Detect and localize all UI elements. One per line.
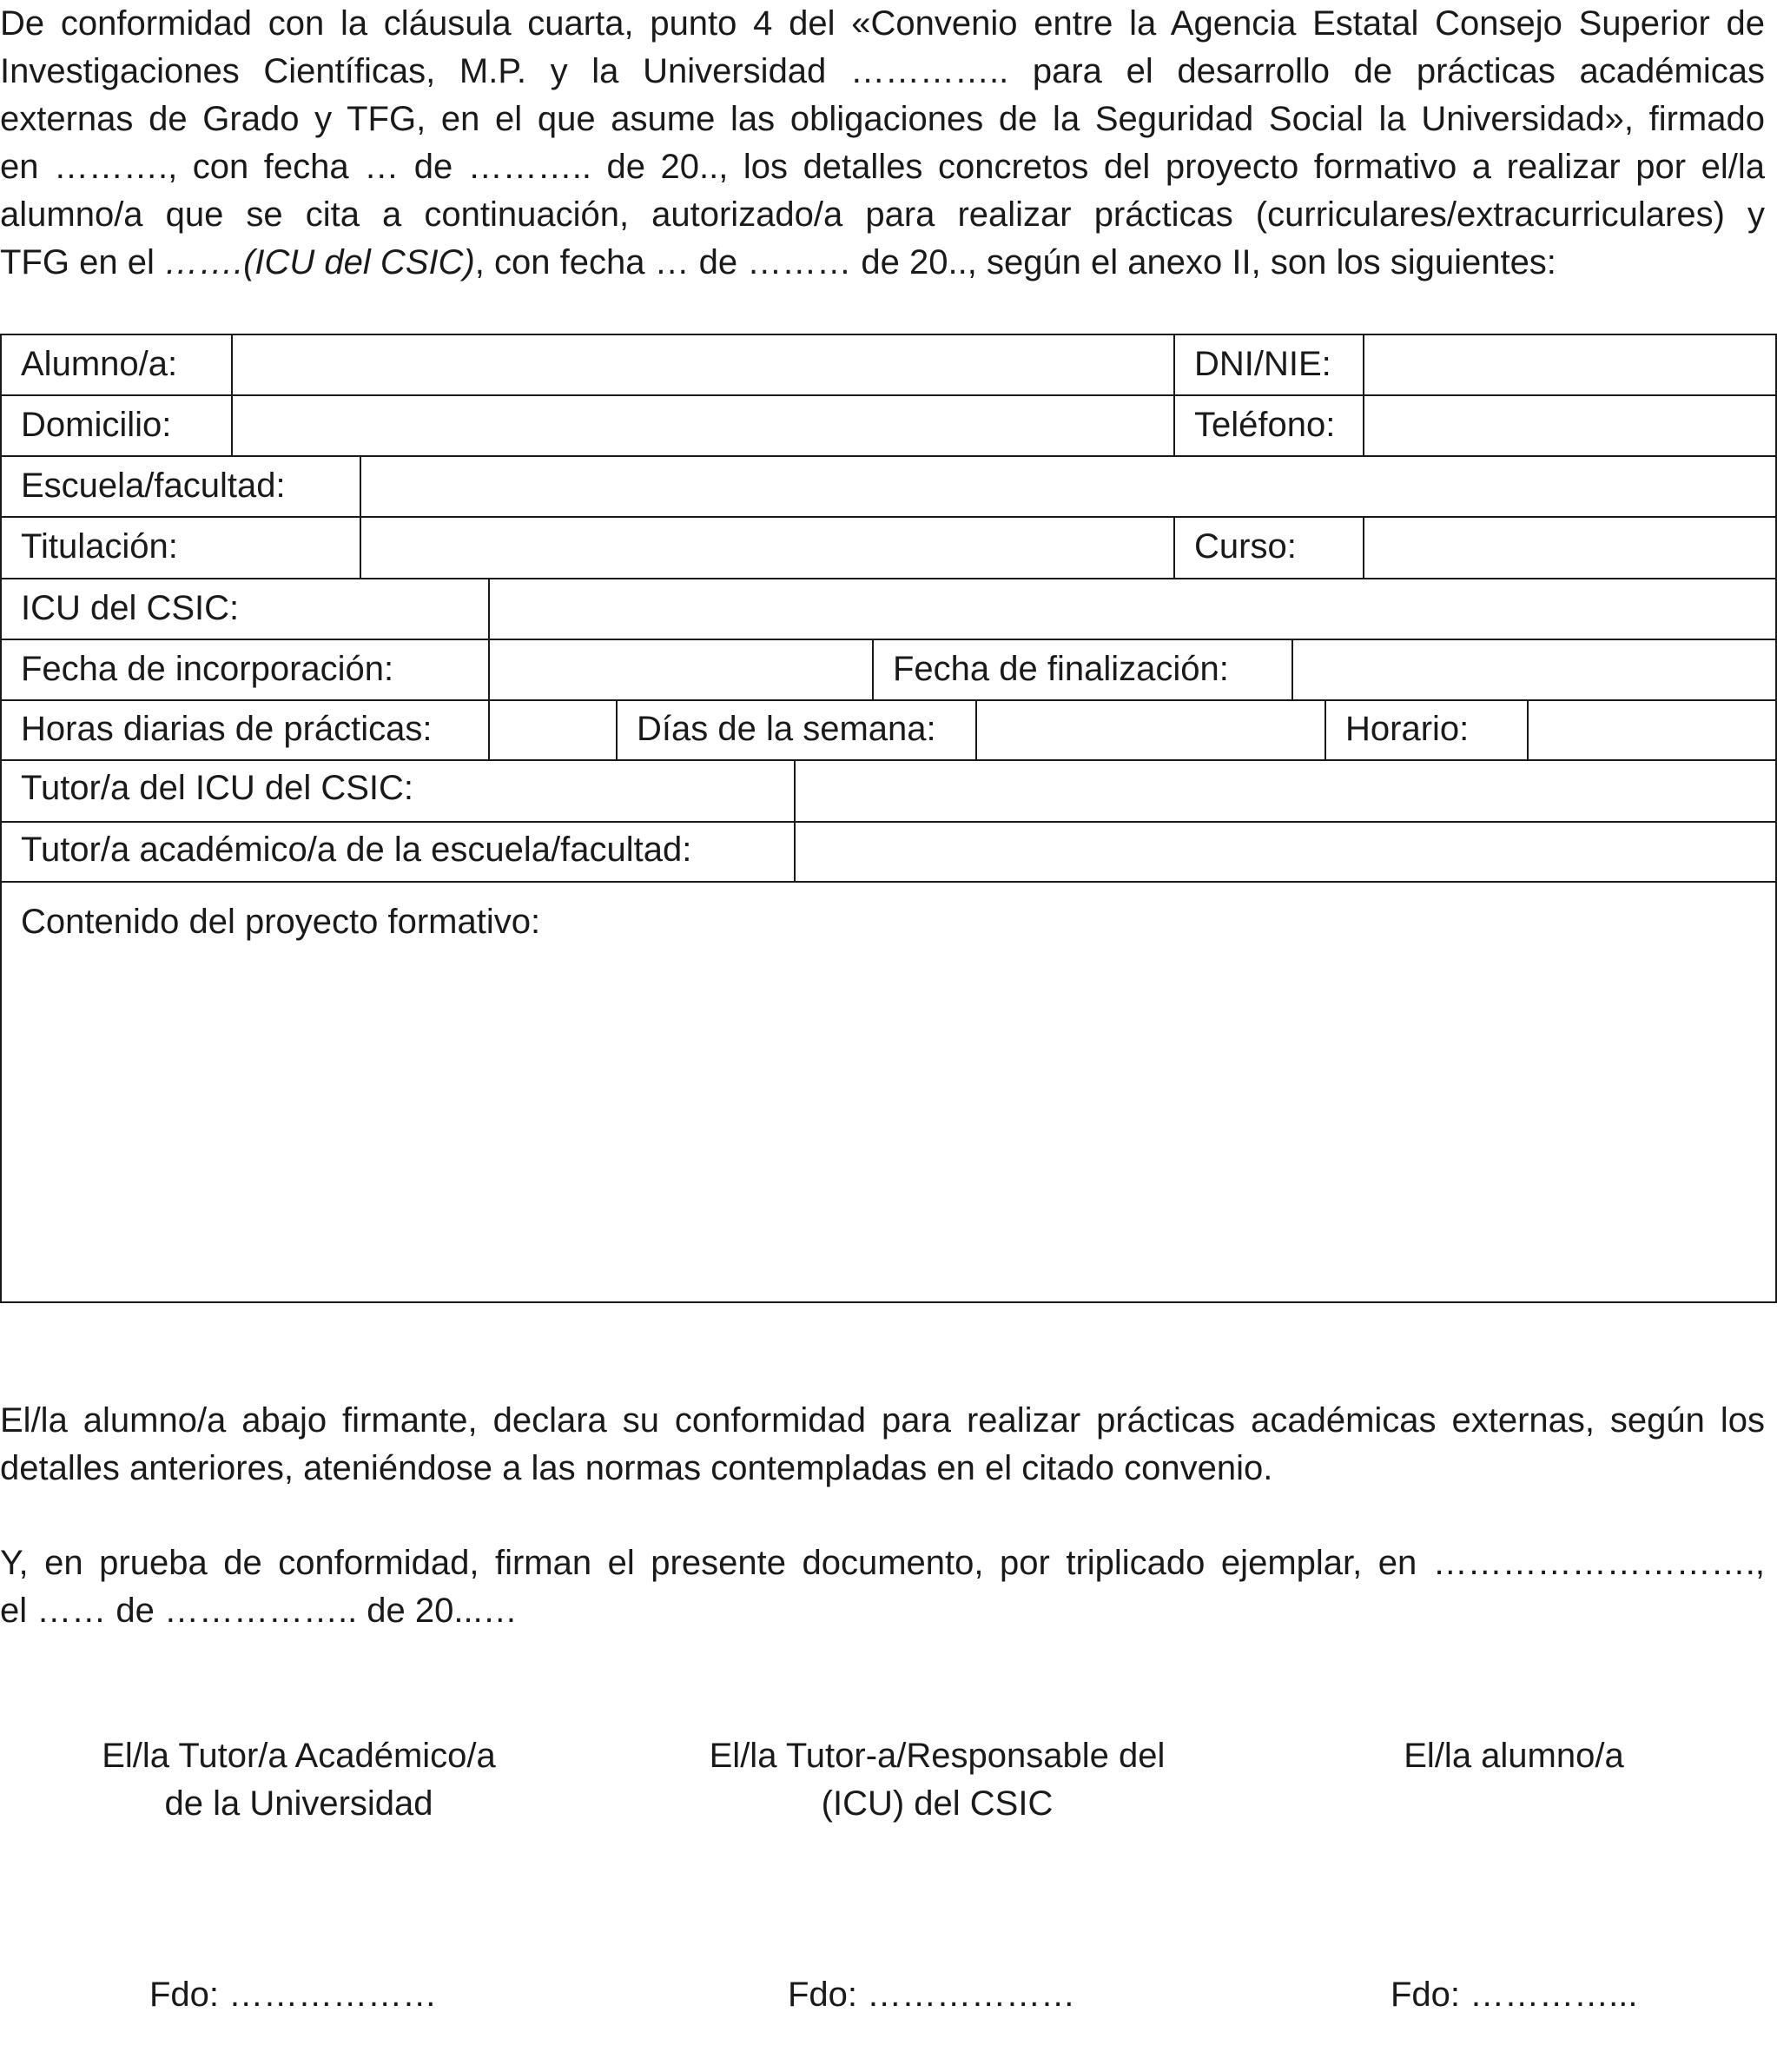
signature-line-alumno: Fdo: …………... — [1391, 1976, 1638, 2014]
input-dni[interactable] — [1364, 335, 1775, 394]
label-curso: Curso: — [1194, 527, 1297, 566]
closing-paragraph — [0, 1539, 1765, 1635]
closing-line: Y, en prueba de conformidad, firman el presente documento, por triplicado ejemplar, en ………………………., — [0, 1544, 1765, 1582]
table-rule — [0, 881, 1777, 883]
label-escuela: Escuela/facultad: — [21, 467, 286, 505]
intro-line: Investigaciones Científicas, M.P. y la Universidad ………….. para el desarrollo de prácticas académicas — [0, 52, 1765, 90]
intro-last-italic: …….(ICU del CSIC) — [163, 243, 475, 281]
input-curso[interactable] — [1364, 518, 1775, 578]
input-fecha-finalizacion[interactable] — [1293, 640, 1775, 699]
signature-title-line: El/la Tutor-a/Responsable del — [709, 1737, 1166, 1775]
signature-title-line: El/la alumno/a — [1404, 1737, 1624, 1775]
input-titulacion[interactable] — [361, 518, 1173, 578]
label-fecha-incorporacion: Fecha de incorporación: — [21, 650, 394, 688]
label-horas-diarias: Horas diarias de prácticas: — [21, 710, 433, 748]
signature-title-line: (ICU) del CSIC — [821, 1784, 1054, 1823]
input-tutor-academico[interactable] — [796, 823, 1775, 881]
label-icu: ICU del CSIC: — [21, 589, 240, 627]
input-alumno[interactable] — [233, 335, 1173, 394]
intro-line: alumno/a que se cita a continuación, autorizado/a para realizar prácticas (curriculares/extracurriculares) y — [0, 195, 1765, 234]
input-icu[interactable] — [490, 579, 1775, 639]
signature-title-tutor-csic — [677, 1732, 1198, 1828]
intro-line: De conformidad con la cláusula cuarta, punto 4 del «Convenio entre la Agencia Estatal Consejo Superior de — [0, 4, 1765, 43]
declaration-paragraph — [0, 1397, 1765, 1493]
intro-line-last — [0, 239, 1765, 287]
intro-line: externas de Grado y TFG, en el que asume las obligaciones de la Seguridad Social la Universidad», firmado — [0, 100, 1765, 138]
signature-title-alumno — [1253, 1732, 1774, 1780]
input-dias-semana[interactable] — [977, 701, 1324, 759]
input-horas-diarias[interactable] — [490, 701, 616, 759]
label-dias-semana: Días de la semana: — [637, 710, 936, 748]
declaration-line: El/la alumno/a abajo firmante, declara su conformidad para realizar prácticas académicas externas, según los — [0, 1401, 1765, 1440]
signature-line-tutor-academico: Fdo: ……………… — [149, 1976, 438, 2014]
label-tutor-icu: Tutor/a del ICU del CSIC: — [21, 769, 414, 807]
intro-line: en ………., con fecha … de ……….. de 20.., los detalles concretos del proyecto formativo a realizar por el/la — [0, 148, 1765, 186]
closing-line: el …… de …………….. de 20...… — [0, 1592, 518, 1630]
signature-line-tutor-csic: Fdo: ……………… — [788, 1976, 1076, 2014]
declaration-line: detalles anteriores, ateniéndose a las normas contempladas en el citado convenio. — [0, 1449, 1273, 1487]
signature-title-tutor-academico — [38, 1732, 559, 1828]
label-domicilio: Domicilio: — [21, 406, 172, 444]
intro-paragraph — [0, 0, 1765, 287]
input-tutor-icu[interactable] — [796, 761, 1775, 821]
label-horario: Horario: — [1345, 710, 1470, 748]
input-contenido[interactable] — [2, 950, 1775, 1301]
label-alumno: Alumno/a: — [21, 345, 178, 383]
input-telefono[interactable] — [1364, 396, 1775, 455]
project-form-table — [0, 334, 1777, 1303]
intro-last-end: , con fecha … de ……… de 20.., según el anexo II, son los siguientes: — [474, 243, 1556, 281]
signature-title-line: de la Universidad — [164, 1784, 433, 1823]
label-dni: DNI/NIE: — [1194, 345, 1331, 383]
input-horario[interactable] — [1529, 701, 1775, 759]
input-escuela[interactable] — [361, 457, 1775, 516]
signature-title-line: El/la Tutor/a Académico/a — [102, 1737, 496, 1775]
input-domicilio[interactable] — [233, 396, 1173, 455]
label-telefono: Teléfono: — [1194, 406, 1336, 444]
table-border — [0, 1301, 1777, 1303]
input-fecha-incorporacion[interactable] — [490, 640, 872, 699]
label-fecha-finalizacion: Fecha de finalización: — [893, 650, 1229, 688]
label-titulacion: Titulación: — [21, 527, 178, 566]
intro-last-start: TFG en el — [0, 243, 164, 281]
label-contenido: Contenido del proyecto formativo: — [21, 903, 541, 941]
label-tutor-academico: Tutor/a académico/a de la escuela/facultad: — [21, 831, 692, 869]
